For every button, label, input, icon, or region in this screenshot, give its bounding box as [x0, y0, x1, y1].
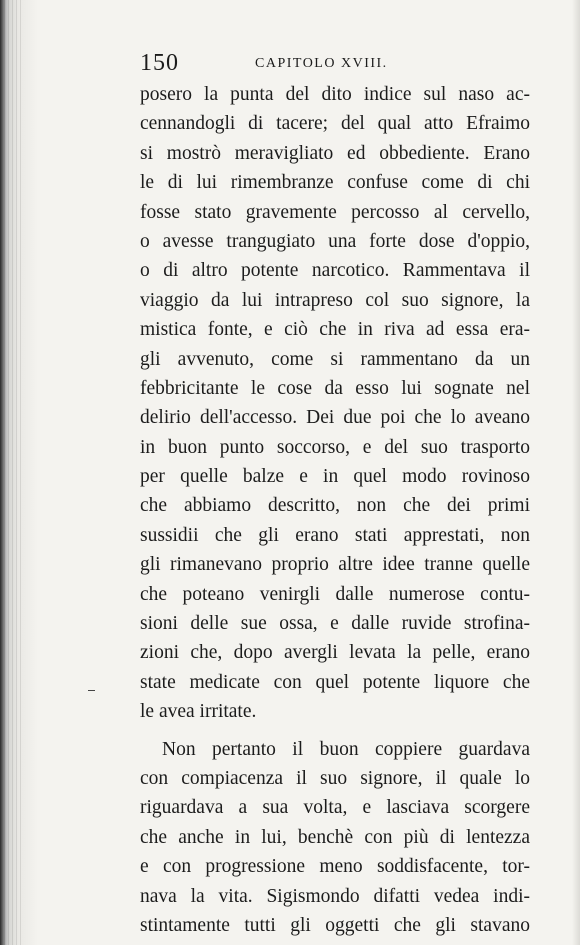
text-line: fosse stato gravemente percosso al cervello, — [140, 201, 530, 223]
paragraph-2 — [140, 735, 530, 941]
text-line: nava la vita. Sigismondo difatti vedea indi- — [140, 885, 530, 907]
text-line: delirio dell'accesso. Dei due poi che lo aveano — [140, 407, 530, 429]
page-header — [140, 50, 525, 80]
text-line: che anche in lui, benchè con più di lentezza — [140, 826, 530, 848]
text-line: zioni che, dopo avergli levata la pelle, erano — [140, 642, 530, 664]
text-line: che poteano venirgli dalle numerose contu- — [140, 583, 530, 605]
text-line: viaggio da lui intrapreso col suo signore, la — [140, 289, 530, 311]
text-line: stintamente tutti gli oggetti che gli stavano — [140, 914, 530, 936]
text-line: state medicate con quel potente liquore che — [140, 671, 530, 693]
text-line: gli avvenuto, come si rammentano da un — [140, 348, 530, 370]
text-line: le di lui rimembranze confuse come di chi — [140, 172, 530, 194]
text-line: le avea irritate. — [140, 701, 257, 723]
text-line: o di altro potente narcotico. Rammentava il — [140, 260, 530, 282]
text-line: gli rimanevano proprio altre idee tranne quelle — [140, 554, 530, 576]
text-line: sussidii che gli erano stati apprestati, non — [140, 524, 530, 546]
text-line: in buon punto soccorso, e del suo trasporto — [140, 436, 530, 458]
margin-mark — [88, 690, 95, 691]
body-text — [140, 80, 530, 940]
text-line: che abbiamo descritto, non che dei primi — [140, 495, 530, 517]
text-line: sioni delle sue ossa, e dalle ruvide strofina- — [140, 613, 530, 635]
text-line: si mostrò meravigliato ed obbediente. Erano — [140, 142, 530, 164]
text-line: con compiacenza il suo signore, il quale lo — [140, 767, 530, 789]
text-line: e con progressione meno soddisfacente, tor- — [140, 856, 530, 878]
paragraph-spacing — [140, 727, 530, 735]
text-line: o avesse trangugiato una forte dose d'oppio, — [140, 230, 530, 252]
page-edge — [572, 0, 580, 945]
text-line: Non pertanto il buon coppiere guardava — [162, 738, 530, 760]
page-number: 150 — [140, 50, 179, 76]
text-line: mistica fonte, e ciò che in riva ad essa era- — [140, 319, 530, 341]
text-line: per quelle balze e in quel modo rovinoso — [140, 466, 530, 488]
text-line: febbricitante le cose da esso lui sognate nel — [140, 377, 530, 399]
text-line: cennandogli di tacere; del qual atto Efraimo — [140, 113, 530, 135]
text-line: posero la punta del dito indice sul naso ac- — [140, 84, 530, 105]
paragraph-1 — [140, 80, 530, 727]
text-line: riguardava a sua volta, e lasciava scorgere — [140, 797, 530, 819]
binding-edge — [4, 0, 22, 945]
running-head: CAPITOLO XVIII. — [255, 56, 388, 71]
